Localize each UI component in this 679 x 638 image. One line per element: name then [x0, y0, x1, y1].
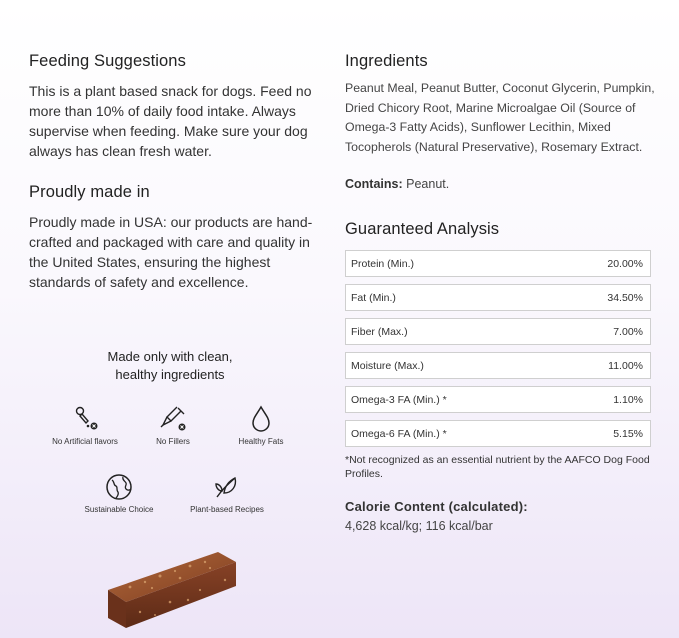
nutrient-value: 5.15% [613, 427, 643, 440]
feature-label: Sustainable Choice [84, 505, 154, 514]
nutrient-name: Fat (Min.) [351, 291, 396, 304]
leaf-icon [212, 472, 242, 502]
clean-heading-line1: Made only with clean, [107, 349, 233, 364]
feature-plant-based-recipes [167, 472, 287, 514]
nutrient-name: Omega-3 FA (Min.) * [351, 393, 447, 406]
ingredients-title: Ingredients [345, 52, 428, 70]
nutrient-value: 7.00% [613, 325, 643, 338]
nutrient-name: Omega-6 FA (Min.) * [351, 427, 447, 440]
table-row [345, 250, 651, 277]
table-row [345, 318, 651, 345]
table-row [345, 284, 651, 311]
globe-icon [104, 472, 134, 502]
table-row [345, 352, 651, 379]
made-text: Proudly made in USA: our products are hand-crafted and packaged with care and quality in the United States, ensuring the highest standards of safety and excellence. [29, 214, 313, 290]
table-row [345, 386, 651, 413]
feeding-text: This is a plant based snack for dogs. Feed no more than 10% of daily food intake. Always supervise when feeding. Make sure your dog always has clean fresh water. [29, 83, 312, 159]
feature-label: Healthy Fats [238, 437, 284, 446]
ingredients-text: Peanut Meal, Peanut Butter, Coconut Glycerin, Pumpkin, Dried Chicory Root, Marine Microalgae Oil (Source of Omega-3 Fatty Acids), Sunflower Lecithin, Mixed Tocopherols (Natural Preservative), Rosemary Extract. [345, 81, 655, 154]
drop-icon [246, 404, 276, 434]
clean-heading-line2: healthy ingredients [115, 367, 225, 382]
left-column [29, 52, 329, 292]
calorie-title: Calorie Content (calculated): [345, 499, 528, 514]
contains-label: Contains: [345, 177, 403, 191]
clean-heading [70, 348, 270, 384]
nutrient-value: 1.10% [613, 393, 643, 406]
dropper-icon [70, 404, 100, 434]
right-column [345, 52, 655, 533]
contains-value: Peanut. [406, 177, 450, 191]
calorie-value: 4,628 kcal/kg; 116 kcal/bar [345, 519, 493, 533]
feeding-title: Feeding Suggestions [29, 52, 186, 70]
analysis-title: Guaranteed Analysis [345, 220, 500, 238]
nutrient-name: Moisture (Max.) [351, 359, 424, 372]
feature-sustainable-choice [59, 472, 179, 514]
table-row [345, 420, 651, 447]
analysis-footnote: *Not recognized as an essential nutrient by the AAFCO Dog Food Profiles. [345, 454, 650, 480]
made-title: Proudly made in [29, 183, 150, 201]
feature-label: No Fillers [156, 437, 190, 446]
analysis-table [345, 250, 651, 447]
nutrient-value: 20.00% [607, 257, 643, 270]
feature-label: Plant-based Recipes [190, 505, 264, 514]
feature-label: No Artificial flavors [52, 437, 118, 446]
nutrient-name: Protein (Min.) [351, 257, 415, 270]
contains-line [345, 177, 655, 191]
syringe-icon [158, 404, 188, 434]
nutrient-value: 34.50% [607, 291, 643, 304]
product-bar-image [100, 540, 245, 635]
feature-healthy-fats [201, 404, 321, 446]
nutrient-name: Fiber (Max.) [351, 325, 408, 338]
nutrient-value: 11.00% [608, 359, 643, 372]
